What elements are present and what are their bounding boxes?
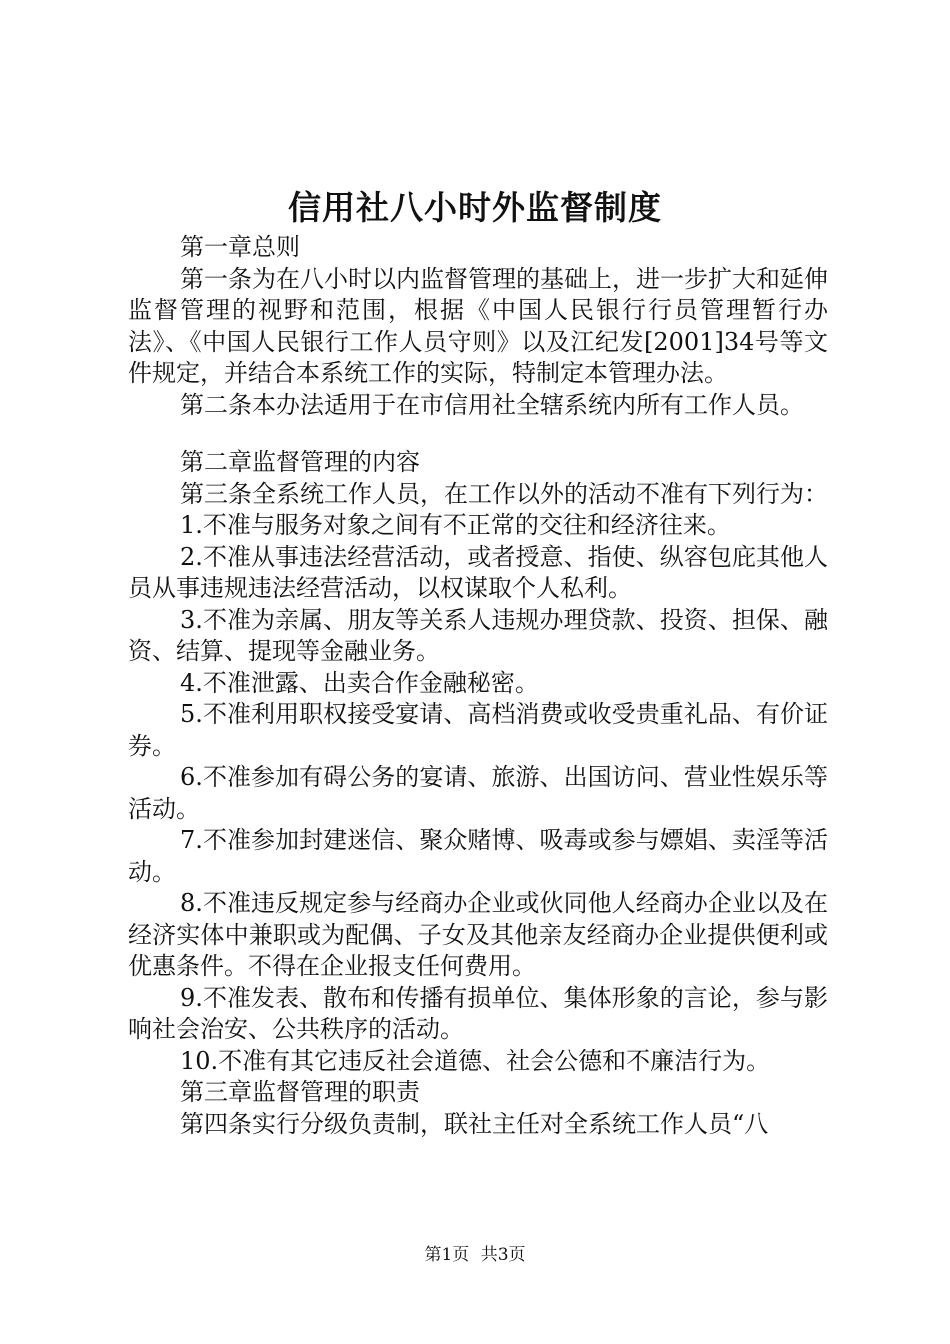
list-item: 1.不准与服务对象之间有不正常的交往和经济往来。	[180, 511, 731, 539]
article-paragraph: 第二条本办法适用于在市信用社全辖系统内所有工作人员。	[180, 390, 804, 419]
chapter-heading: 第二章监督管理的内容	[180, 448, 420, 476]
article-paragraph: 第一条为在八小时以内监督管理的基础上，进一步扩大和延伸监督管理的视野和范围，根据《中国人民银行行员管理暂行办法》、《中国人民银行工作人员守则》以及江纪发[2001]34号等文件规定，并结合本系统工作的实际，特制定本管理办法。	[128, 264, 828, 387]
page-total: 共3页	[480, 1245, 526, 1265]
list-item: 5.不准利用职权接受宴请、高档消费或收受贵重礼品、有价证券。	[128, 700, 828, 760]
article-paragraph: 第四条实行分级负责制，联社主任对全系统工作人员“八	[180, 1109, 769, 1138]
article-paragraph: 第三条全系统工作人员，在工作以外的活动不准有下列行为：	[180, 479, 828, 508]
page-title: 信用社八小时外监督制度	[288, 188, 662, 227]
chapter-heading: 第一章总则	[180, 233, 300, 261]
page-footer	[0, 1243, 950, 1267]
list-item: 3.不准为亲属、朋友等关系人违规办理贷款、投资、担保、融资、结算、提现等金融业务。	[128, 605, 828, 665]
list-item: 6.不准参加有碍公务的宴请、旅游、出国访问、营业性娱乐等活动。	[128, 763, 828, 823]
list-item: 10.不准有其它违反社会道德、社会公德和不廉洁行为。	[180, 1046, 771, 1075]
list-item: 9.不准发表、散布和传播有损单位、集体形象的言论，参与影响社会治安、公共秩序的活动。	[128, 983, 828, 1043]
page-number: 第1页	[424, 1245, 470, 1265]
document-body	[128, 232, 828, 1140]
list-item: 8.不准违反规定参与经商办企业或伙同他人经商办企业以及在经济实体中兼职或为配偶、子女及其他亲友经商办企业提供便利或优惠条件。不得在企业报支任何费用。	[128, 889, 828, 980]
chapter-heading: 第三章监督管理的职责	[180, 1078, 420, 1106]
list-item: 7.不准参加封建迷信、聚众赌博、吸毒或参与嫖娼、卖淫等活动。	[128, 826, 828, 886]
list-item: 4.不准泄露、出卖合作金融秘密。	[180, 668, 539, 697]
list-item: 2.不准从事违法经营活动，或者授意、指使、纵容包庇其他人员从事违规违法经营活动，以权谋取个人私利。	[128, 542, 828, 602]
